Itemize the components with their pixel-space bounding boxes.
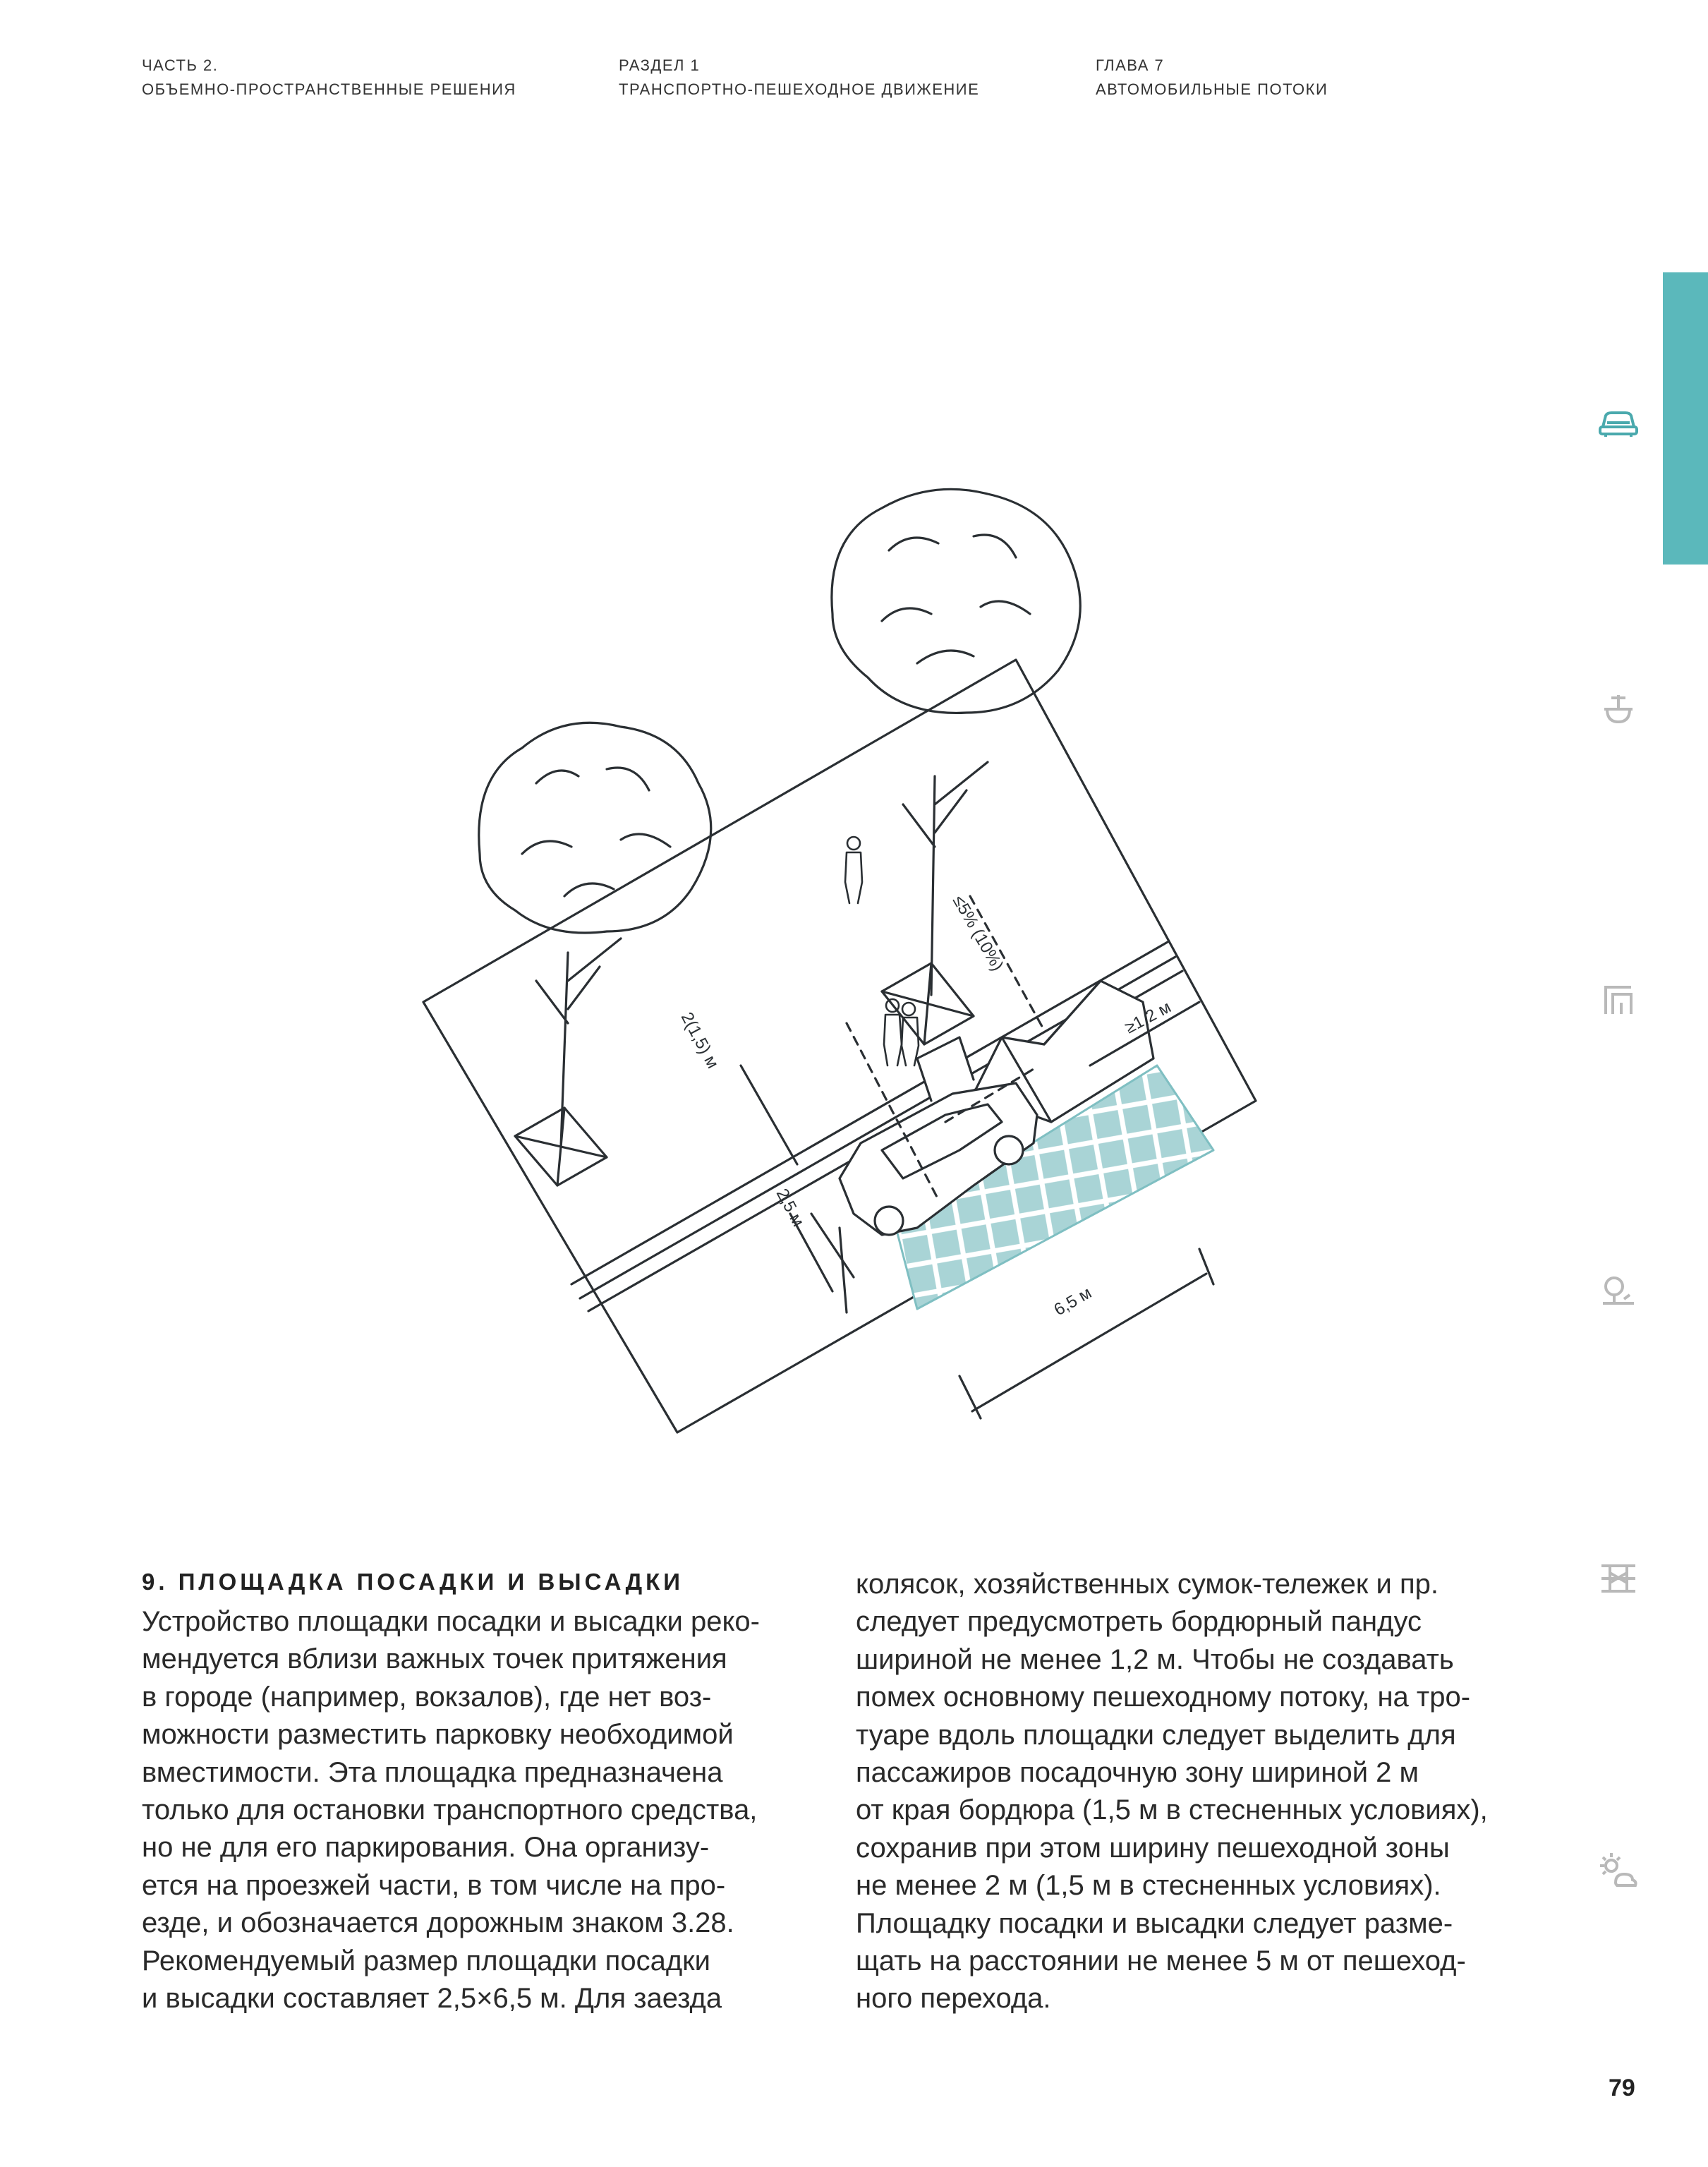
text-line: ного перехода. [856, 1983, 1051, 2015]
section-title: 9. ПЛОЩАДКА ПОСАДКИ И ВЫСАДКИ [142, 1569, 684, 1595]
header-section-line1: РАЗДЕЛ 1 [619, 56, 701, 74]
text-line: помех основному пешеходному потоку, на тро- [856, 1682, 1471, 1713]
tree-right [832, 489, 1080, 995]
header-part [142, 54, 516, 102]
text-line: пассажиров посадочную зону шириной 2 м [856, 1757, 1419, 1789]
text-line: щать на расстоянии не менее 5 м от пешеход- [856, 1945, 1466, 1977]
text-line: только для остановки транспортного средства, [142, 1794, 758, 1826]
dim-zone-label: 2(1,5) м [677, 1009, 722, 1072]
bridge-icon[interactable] [1596, 1556, 1641, 1601]
tree-left [479, 723, 711, 1147]
dropoff-bay-diagram [395, 445, 1270, 1447]
text-line: но не для его паркирования. Она организу- [142, 1832, 710, 1864]
text-line: туаре вдоль площадки следует выделить для [856, 1719, 1456, 1751]
text-line: в городе (например, вокзалов), где нет воз- [142, 1681, 712, 1713]
text-column-1 [142, 1603, 840, 2017]
text-line: можности разместить парковку необходимой [142, 1719, 734, 1751]
text-line: Устройство площадки посадки и высадки реко- [142, 1606, 760, 1637]
text-line: шириной не менее 1,2 м. Чтобы не создавать [856, 1643, 1454, 1675]
car-icon[interactable] [1596, 399, 1641, 444]
dim-slope-label: ≤5% (10%) [948, 892, 1007, 974]
header-chapter [1096, 54, 1328, 102]
pedestrian-single [845, 837, 862, 903]
text-line: колясок, хозяйственных сумок-тележек и пр. [856, 1569, 1439, 1600]
text-line: сохранив при этом ширину пешеходной зоны [856, 1832, 1450, 1864]
chapter-tab [1663, 272, 1708, 565]
text-line: езде, и обозначается дорожным знаком 3.28. [142, 1907, 734, 1939]
pedestrian-icon[interactable] [1596, 1267, 1641, 1312]
text-column-2 [856, 1566, 1554, 2018]
dim-bay-length-line [959, 1249, 1213, 1418]
header-chapter-line2: АВТОМОБИЛЬНЫЕ ПОТОКИ [1096, 80, 1328, 98]
weather-icon[interactable] [1596, 1849, 1641, 1894]
text-line: и высадки составляет 2,5×6,5 м. Для заезда [142, 1983, 722, 2015]
header-section [619, 54, 979, 102]
header-part-line1: ЧАСТЬ 2. [142, 56, 219, 74]
building-icon[interactable] [1596, 977, 1641, 1022]
dim-slope-line [970, 896, 1044, 1030]
header-section-line2: ТРАНСПОРТНО-ПЕШЕХОДНОЕ ДВИЖЕНИЕ [619, 80, 980, 98]
header-chapter-line1: ГЛАВА 7 [1096, 56, 1165, 74]
dim-bay-width-label: 2,5 м [772, 1185, 808, 1230]
header-part-line2: ОБЪЕМНО-ПРОСТРАНСТВЕННЫЕ РЕШЕНИЯ [142, 80, 516, 98]
text-line: Рекомендуемый размер площадки посадки [142, 1945, 711, 1976]
transit-icon[interactable] [1596, 688, 1641, 733]
text-line: вместимости. Эта площадка предназначена [142, 1756, 723, 1788]
text-line: Площадку посадки и высадки следует разме- [856, 1907, 1453, 1939]
text-line: от края бордюра (1,5 м в стесненных условиях), [856, 1794, 1488, 1826]
text-line: не менее 2 м (1,5 м в стесненных условиях). [856, 1870, 1441, 1902]
text-line: ется на проезжей части, в том числе на про- [142, 1869, 726, 1901]
text-line: мендуется вблизи важных точек притяжения [142, 1643, 727, 1675]
dim-ramp-label: ≥1,2 м [1122, 997, 1175, 1038]
text-line: следует предусмотреть бордюрный пандус [856, 1606, 1422, 1638]
page-number: 79 [1609, 2075, 1635, 2101]
dim-bay-length-label: 6,5 м [1050, 1283, 1095, 1320]
